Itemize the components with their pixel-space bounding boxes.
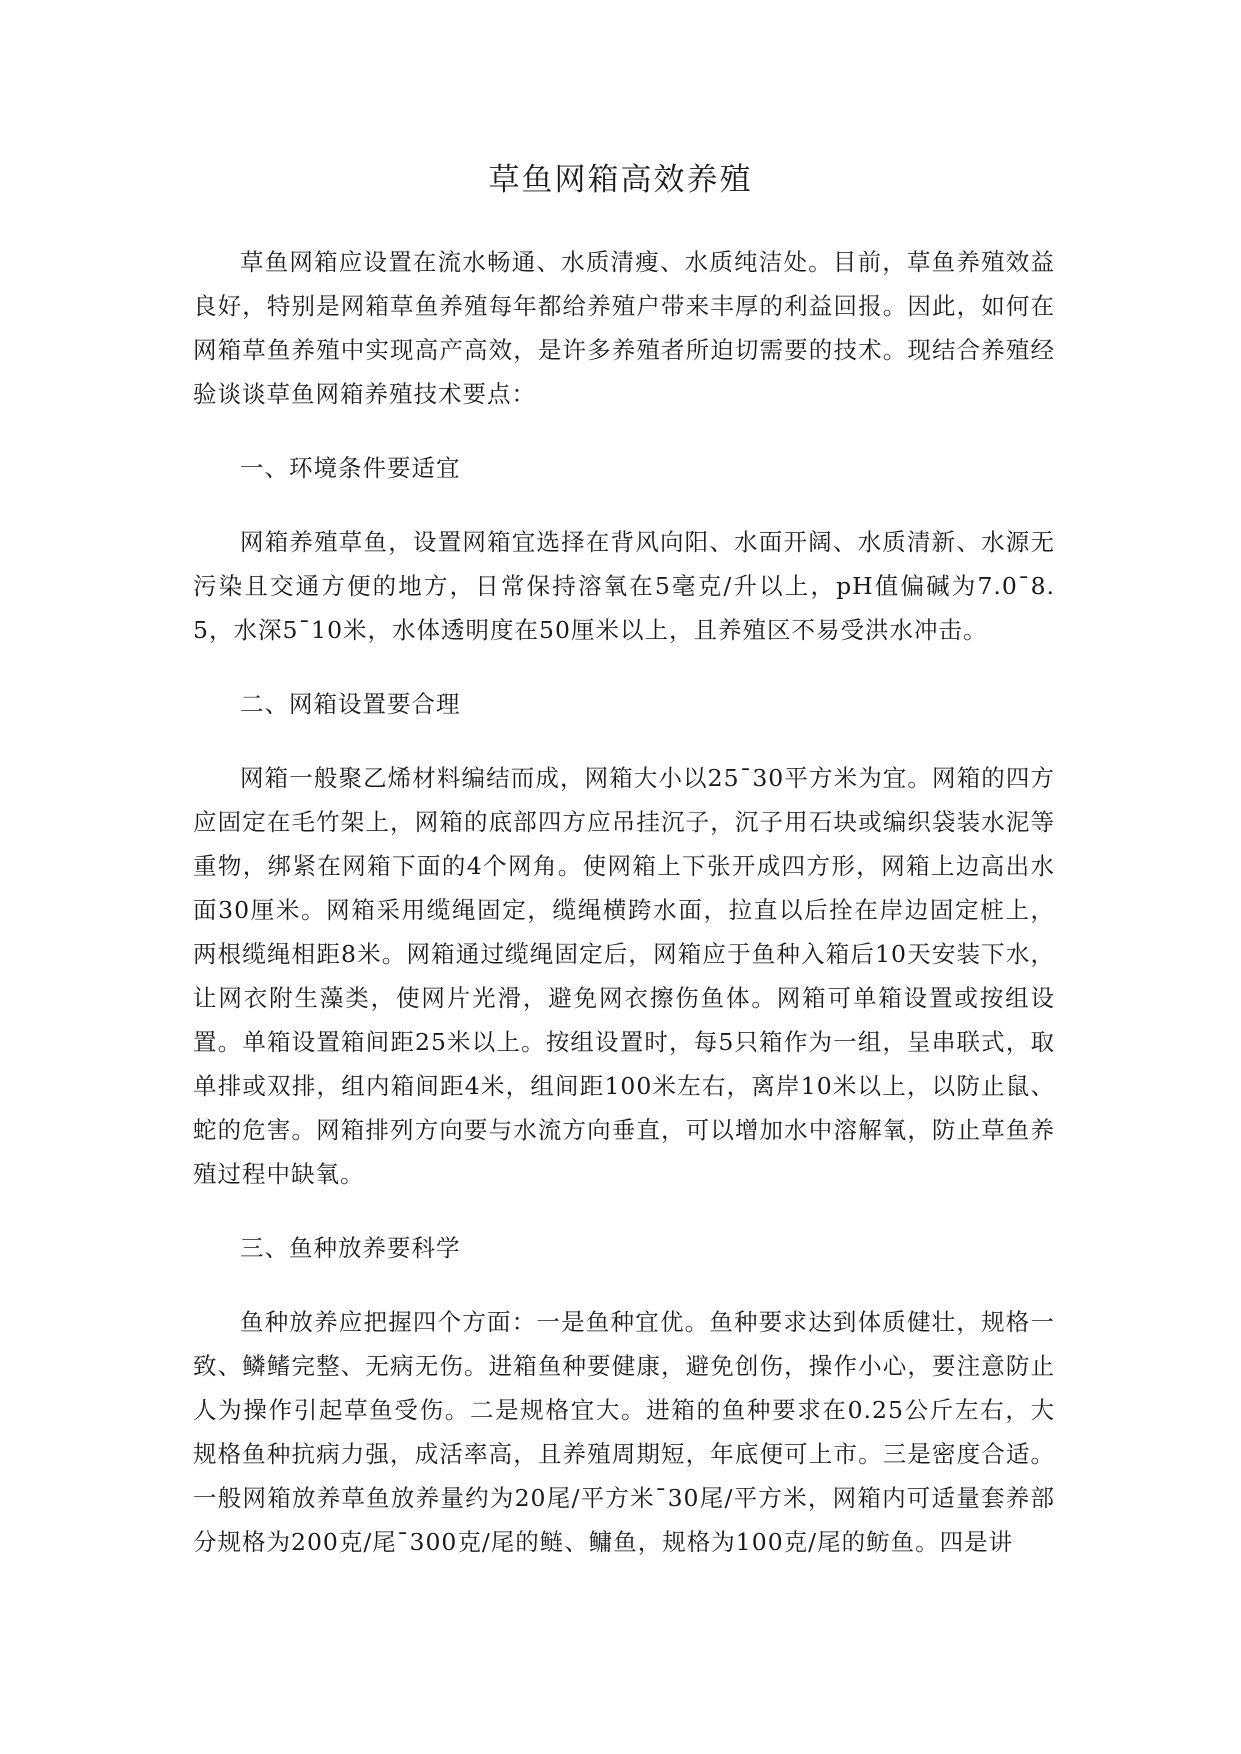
section-heading-2: 二、网箱设置要合理 <box>240 690 461 718</box>
section-paragraph-2: 网箱一般聚乙烯材料编结而成，网箱大小以25¯30平方米为宜。网箱的四方应固定在毛竹架上，网箱的底部四方应吊挂沉子，沉子用石块或编织袋装水泥等重物，绑紧在网箱下面的4个网角。使网箱上下张开成四方形，网箱上边高出水面30厘米。网箱采用缆绳固定，缆绳横跨水面，拉直以后拴在岸边固定桩上，两根缆绳相距8米。网箱通过缆绳固定后，网箱应于鱼种入箱后10天安装下水，让网衣附生藻类，使网片光滑，避免网衣擦伤鱼体。网箱可单箱设置或按组设置。单箱设置箱间距25米以上。按组设置时，每5只箱作为一组，呈串联式，取单排或双排，组内箱间距4米，组间距100米左右，离岸10米以上，以防止鼠、蛇的危害。网箱排列方向要与水流方向垂直，可以增加水中溶解氧，防止草鱼养殖过程中缺氧。 <box>193 764 1055 1188</box>
section-heading-3: 三、鱼种放养要科学 <box>240 1234 461 1262</box>
document-title: 草鱼网箱高效养殖 <box>488 162 753 198</box>
document-body <box>193 240 1055 1564</box>
section-heading-1: 一、环境条件要适宜 <box>240 454 461 482</box>
section-paragraph-3: 鱼种放养应把握四个方面：一是鱼种宜优。鱼种要求达到体质健壮，规格一致、鳞鳍完整、无病无伤。进箱鱼种要健康，避免创伤，操作小心，要注意防止人为操作引起草鱼受伤。二是规格宜大。进箱的鱼种要求在0.25公斤左右，大规格鱼种抗病力强，成活率高，且养殖周期短，年底便可上市。三是密度合适。一般网箱放养草鱼放养量约为20尾/平方米¯30尾/平方米，网箱内可适量套养部分规格为200克/尾¯300克/尾的鲢、鳙鱼，规格为100克/尾的鲂鱼。四是讲 <box>193 1308 1055 1556</box>
section-paragraph-1: 网箱养殖草鱼，设置网箱宜选择在背风向阳、水面开阔、水质清新、水源无污染且交通方便的地方，日常保持溶氧在5毫克/升以上，pH值偏碱为7.0¯8.5，水深5¯10米，水体透明度在50厘米以上，且养殖区不易受洪水冲击。 <box>193 528 1055 644</box>
intro-paragraph: 草鱼网箱应设置在流水畅通、水质清瘦、水质纯洁处。目前，草鱼养殖效益良好，特别是网箱草鱼养殖每年都给养殖户带来丰厚的利益回报。因此，如何在网箱草鱼养殖中实现高产高效，是许多养殖者所迫切需要的技术。现结合养殖经验谈谈草鱼网箱养殖技术要点： <box>193 248 1055 408</box>
